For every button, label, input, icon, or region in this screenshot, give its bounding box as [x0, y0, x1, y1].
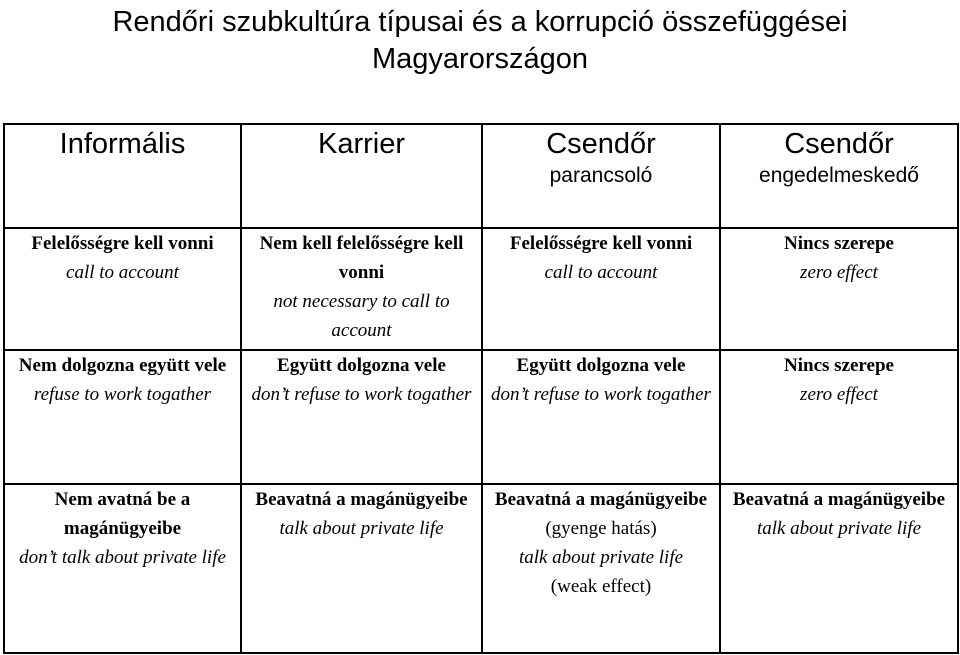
table-row [4, 484, 958, 653]
cell-hungarian-note: (gyenge hatás) [545, 518, 657, 539]
table-cell [482, 350, 720, 484]
cell-hungarian-text: Nincs szerepe [784, 233, 894, 254]
cell-hungarian-text: Felelősségre kell vonni [509, 233, 693, 254]
cell-english-text: talk about private life [518, 547, 684, 568]
column-header-name: Karrier [317, 128, 405, 160]
page-title [0, 4, 960, 78]
table-row [4, 228, 958, 350]
table-cell [4, 484, 241, 653]
cell-english-text: don’t refuse to work togather [491, 384, 711, 405]
column-header-name: Csendőr [784, 128, 894, 160]
cell-english-text: refuse to work togather [33, 384, 212, 405]
column-header-sub: engedelmeskedő [759, 164, 919, 187]
cell-english-text: don’t talk about private life [19, 547, 226, 568]
table-cell [241, 228, 482, 350]
cell-hungarian-text: Beavatná a magánügyeibe [255, 489, 468, 510]
column-header-karrier [241, 124, 482, 228]
cell-english-text: not necessary to call to account [273, 291, 450, 341]
table-cell [720, 228, 958, 350]
cell-hungarian-text: Nem avatná be a magánügyeibe [54, 489, 191, 539]
table-cell [720, 350, 958, 484]
cell-english-text: talk about private life [756, 518, 922, 539]
cell-hungarian-text: Nem kell felelősségre kell vonni [259, 233, 464, 283]
cell-hungarian-text: Együtt dolgozna vele [277, 355, 446, 376]
table-cell [482, 228, 720, 350]
cell-hungarian-text: Beavatná a magánügyeibe [732, 489, 946, 510]
title-line-2: Magyarországon [372, 43, 588, 75]
table-cell [482, 484, 720, 653]
table-row [4, 350, 958, 484]
header-row [4, 124, 958, 228]
cell-english-text: zero effect [800, 384, 878, 405]
cell-hungarian-text: Nem dolgozna együtt vele [18, 355, 227, 376]
cell-english-note: (weak effect) [550, 576, 652, 597]
cell-english-text: don’t refuse to work togather [251, 384, 472, 405]
cell-hungarian-text: Nincs szerepe [784, 355, 894, 376]
title-line-1: Rendőri szubkultúra típusai és a korrupció összefüggései [112, 6, 848, 38]
table-cell [241, 350, 482, 484]
column-header-sub: parancsoló [549, 164, 653, 187]
cell-english-text: call to account [66, 262, 179, 283]
column-header-csendor-parancsolo [482, 124, 720, 228]
cell-english-text: call to account [544, 262, 658, 283]
cell-english-text: talk about private life [279, 518, 444, 539]
column-header-csendor-engedelmeskedo [720, 124, 958, 228]
table-cell [4, 350, 241, 484]
cell-english-text: zero effect [800, 262, 878, 283]
column-header-informalis [4, 124, 241, 228]
table-cell [4, 228, 241, 350]
table-cell [720, 484, 958, 653]
cell-hungarian-text: Együtt dolgozna vele [516, 355, 686, 376]
table-cell [241, 484, 482, 653]
column-header-name: Csendőr [546, 128, 656, 160]
cell-hungarian-text: Felelősségre kell vonni [31, 233, 214, 254]
column-header-name: Informális [59, 128, 186, 160]
subculture-table [3, 123, 959, 654]
cell-hungarian-text: Beavatná a magánügyeibe [494, 489, 708, 510]
